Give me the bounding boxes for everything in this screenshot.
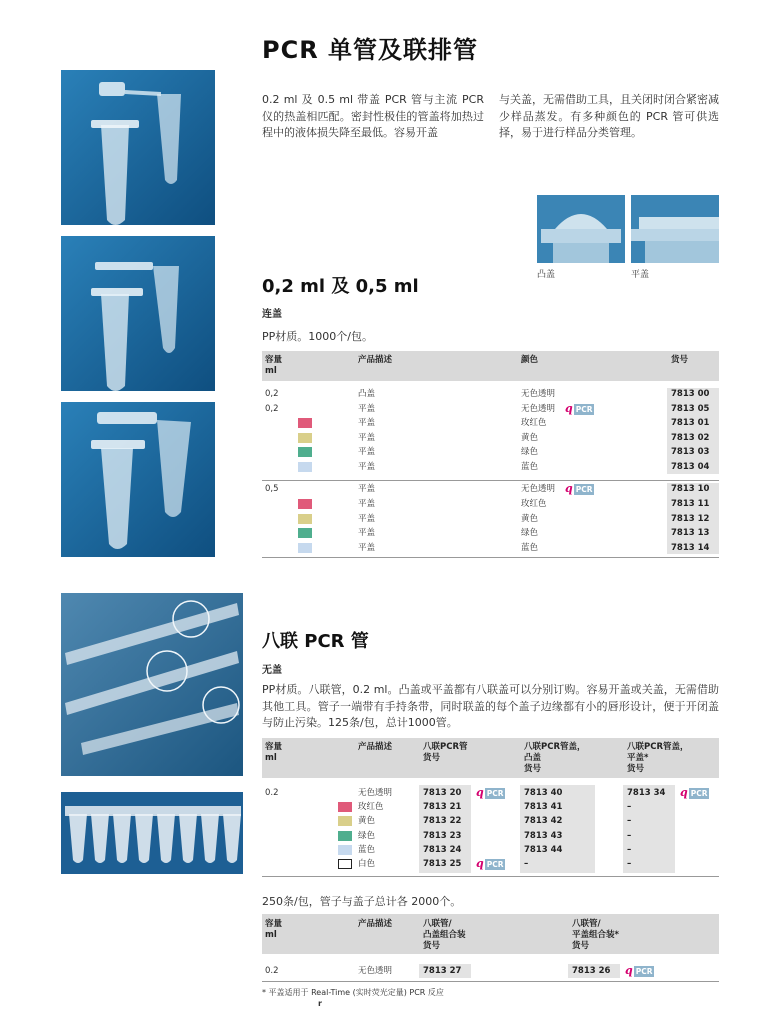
catalog-number: 7813 27 — [423, 966, 462, 976]
catalog-number: 7813 20 — [423, 788, 462, 798]
catalog-number: 7813 41 — [524, 802, 563, 812]
color-swatch-blue — [298, 462, 312, 472]
color-swatch-green — [298, 528, 312, 538]
table-cell: 凸盖 — [358, 389, 376, 399]
table-cell: 蓝色 — [358, 845, 376, 855]
catalog-number: 7813 05 — [671, 404, 710, 414]
product-photo-single-tubes-3 — [61, 402, 215, 557]
section1-title: 0,2 ml 及 0,5 ml — [262, 276, 419, 297]
header-dome-combo — [423, 919, 466, 952]
color-swatch-yellow — [338, 816, 352, 826]
table-cell: 蓝色 — [521, 543, 539, 553]
table-cell: 0.2 — [265, 788, 279, 798]
catalog-number: 7813 24 — [423, 845, 462, 855]
header-label: 货号 — [627, 764, 645, 774]
table-cell: 0,2 — [265, 389, 279, 399]
footnote: * 平盖适用于 Real-Time (实时荧光定量) PCR 反应 — [262, 988, 444, 997]
intro-paragraph-right: 与关盖，无需借助工具，且关闭时闭合紧密减少样品蒸发。有多种颜色的 PCR 管可供选择，易于进行样品分类管理。 — [499, 93, 719, 139]
header-label: 平盖组合装* — [572, 930, 619, 940]
table-cell: 平盖 — [358, 499, 376, 509]
header-cat: 货号 — [671, 355, 689, 365]
tube-illustration — [61, 236, 215, 391]
flat-cap-caption: 平盖 — [631, 270, 650, 280]
color-swatch-yellow — [298, 514, 312, 524]
table-divider — [262, 876, 719, 877]
catalog-number: 7813 03 — [671, 447, 710, 457]
color-swatch-pink — [298, 499, 312, 509]
table-divider — [262, 480, 719, 481]
section1-table-header — [262, 351, 719, 381]
header-desc: 产品描述 — [358, 355, 393, 365]
page-title: PCR 单管及联排管 — [262, 36, 479, 64]
catalog-number: 7813 21 — [423, 802, 462, 812]
qpcr-q: q — [565, 402, 573, 415]
table-cell: 玫红色 — [521, 418, 547, 428]
qpcr-badge — [476, 858, 505, 870]
qpcr-p: PCR — [486, 859, 504, 869]
color-swatch-green — [338, 831, 352, 841]
qpcr-p: PCR — [575, 484, 593, 494]
header-volume-label: 容量 — [265, 919, 283, 929]
catalog-number: 7813 04 — [671, 462, 710, 472]
strip-color-illustration — [61, 792, 243, 874]
product-photo-8-strip-tubes — [61, 593, 243, 776]
section2-subtitle: 无盖 — [262, 665, 282, 676]
table-cell: 黄色 — [358, 816, 376, 826]
section2-body: PP材质。八联管，0.2 ml。凸盖或平盖都有八联盖可以分别订购。容易开盖或关盖，无需借助其他工具。管子一端带有手持条带，同时联盖的每个盖子边缘都有小的唇形设计，便于开闭盖与防止污染。125条/包，总计1000管。 — [262, 683, 719, 729]
section3-table-header — [262, 914, 719, 954]
page-mark: r — [318, 999, 322, 1008]
header-label: 八联PCR管盖， — [524, 742, 586, 752]
header-volume — [265, 742, 282, 764]
catalog-number: 7813 25 — [423, 859, 462, 869]
table-cell: 无色透明 — [521, 389, 556, 399]
header-label: 八联管/ — [423, 919, 452, 929]
header-label: 八联管/ — [572, 919, 601, 929]
table-cell: 白色 — [358, 859, 376, 869]
color-swatch-yellow — [298, 433, 312, 443]
header-volume-unit: ml — [265, 366, 277, 376]
table-cell: 黄色 — [521, 433, 539, 443]
table-cell: 蓝色 — [521, 462, 539, 472]
color-swatch-pink — [298, 418, 312, 428]
dome-cap-illustration — [537, 195, 625, 263]
header-volume-label: 容量 — [265, 742, 283, 752]
qpcr-p: PCR — [690, 788, 708, 798]
header-label: 货号 — [524, 764, 542, 774]
strip-illustration — [61, 593, 243, 776]
header-desc: 产品描述 — [358, 742, 393, 752]
table-cell: 平盖 — [358, 543, 376, 553]
catalog-number: – — [627, 816, 632, 826]
catalog-number: 7813 42 — [524, 816, 563, 826]
table-cell: 平盖 — [358, 433, 376, 443]
catalog-number: – — [524, 859, 529, 869]
catalog-number: – — [627, 859, 632, 869]
intro-paragraph-left: 0.2 ml 及 0.5 ml 带盖 PCR 管与主流 PCR 仪的热盖相匹配。密封性极佳的管盖将加热过程中的液体损失降至最低。容易开盖 — [262, 93, 484, 139]
section1-material: PP材质。1000个/包。 — [262, 330, 373, 343]
qpcr-p: PCR — [575, 404, 593, 414]
header-volume — [265, 919, 282, 941]
header-color: 颜色 — [521, 355, 539, 365]
product-photo-single-tubes-1 — [61, 70, 215, 225]
header-label: 货号 — [572, 941, 590, 951]
flat-cap-thumbnail — [631, 195, 719, 263]
section3-intro: 250条/包，管子与盖子总计各 2000个。 — [262, 895, 462, 908]
catalog-number: 7813 12 — [671, 514, 710, 524]
qpcr-badge — [680, 787, 709, 799]
qpcr-q: q — [476, 786, 484, 799]
qpcr-badge — [625, 965, 654, 977]
header-flat-cap — [627, 742, 689, 775]
table-cell: 绿色 — [358, 831, 376, 841]
qpcr-p: PCR — [635, 966, 653, 976]
catalog-number: 7813 34 — [627, 788, 666, 798]
catalog-number: 7813 00 — [671, 389, 710, 399]
dome-cap-caption: 凸盖 — [537, 270, 556, 280]
table-cell: 无色透明 — [521, 404, 556, 414]
tube-illustration — [61, 70, 215, 225]
table-cell: 黄色 — [521, 514, 539, 524]
catalog-number: 7813 22 — [423, 816, 462, 826]
catalog-number: – — [627, 802, 632, 812]
header-desc: 产品描述 — [358, 919, 393, 929]
table-cell: 平盖 — [358, 404, 376, 414]
table-divider — [262, 981, 719, 982]
header-label: 货号 — [423, 941, 441, 951]
color-swatch-white — [338, 859, 352, 869]
header-label: 货号 — [423, 753, 441, 763]
header-volume — [265, 355, 282, 377]
header-flat-combo — [572, 919, 619, 952]
table-cell: 绿色 — [521, 528, 539, 538]
table-cell: 玫红色 — [521, 499, 547, 509]
table-cell: 0,2 — [265, 404, 279, 414]
flat-cap-illustration — [631, 195, 719, 263]
table-cell: 平盖 — [358, 447, 376, 457]
table-cell: 绿色 — [521, 447, 539, 457]
table-cell: 无色透明 — [358, 966, 393, 976]
table-cell: 无色透明 — [521, 484, 556, 494]
header-label: 八联PCR管盖， — [627, 742, 689, 752]
catalog-number: 7813 43 — [524, 831, 563, 841]
qpcr-q: q — [476, 857, 484, 870]
table-divider — [262, 557, 719, 558]
table-cell: 无色透明 — [358, 788, 393, 798]
catalog-number: – — [627, 831, 632, 841]
color-swatch-pink — [338, 802, 352, 812]
header-label: 平盖* — [627, 753, 649, 763]
table-cell: 平盖 — [358, 462, 376, 472]
header-label: 凸盖组合装 — [423, 930, 466, 940]
qpcr-p: PCR — [486, 788, 504, 798]
catalog-number: 7813 11 — [671, 499, 710, 509]
header-dome-cap — [524, 742, 586, 775]
header-strip-tube — [423, 742, 468, 764]
catalog-number: 7813 01 — [671, 418, 710, 428]
table-cell: 玫红色 — [358, 802, 384, 812]
table-cell: 平盖 — [358, 514, 376, 524]
header-label: 凸盖 — [524, 753, 542, 763]
dome-cap-thumbnail — [537, 195, 625, 263]
section1-subtitle: 连盖 — [262, 309, 282, 320]
table-cell: 平盖 — [358, 484, 376, 494]
product-photo-single-tubes-2 — [61, 236, 215, 391]
header-volume-label: 容量 — [265, 355, 283, 365]
catalog-number: 7813 14 — [671, 543, 710, 553]
header-volume-unit: ml — [265, 753, 277, 763]
catalog-number: 7813 10 — [671, 484, 710, 494]
qpcr-q: q — [625, 964, 633, 977]
tube-illustration — [61, 402, 215, 557]
qpcr-badge — [565, 483, 594, 495]
color-swatch-blue — [338, 845, 352, 855]
catalog-number: 7813 23 — [423, 831, 462, 841]
qpcr-badge — [476, 787, 505, 799]
product-photo-8-strip-colored — [61, 792, 243, 874]
catalog-number: 7813 26 — [572, 966, 611, 976]
qpcr-badge — [565, 403, 594, 415]
color-swatch-green — [298, 447, 312, 457]
qpcr-q: q — [565, 482, 573, 495]
section2-title: 八联 PCR 管 — [262, 631, 369, 652]
header-label: 八联PCR管 — [423, 742, 468, 752]
catalog-number: 7813 44 — [524, 845, 563, 855]
table-cell: 平盖 — [358, 528, 376, 538]
catalog-number: 7813 02 — [671, 433, 710, 443]
catalog-number: – — [627, 845, 632, 855]
catalog-number: 7813 40 — [524, 788, 563, 798]
table-cell: 0.2 — [265, 966, 279, 976]
color-swatch-blue — [298, 543, 312, 553]
header-volume-unit: ml — [265, 930, 277, 940]
table-cell: 0,5 — [265, 484, 279, 494]
qpcr-q: q — [680, 786, 688, 799]
table-cell: 平盖 — [358, 418, 376, 428]
catalog-number: 7813 13 — [671, 528, 710, 538]
